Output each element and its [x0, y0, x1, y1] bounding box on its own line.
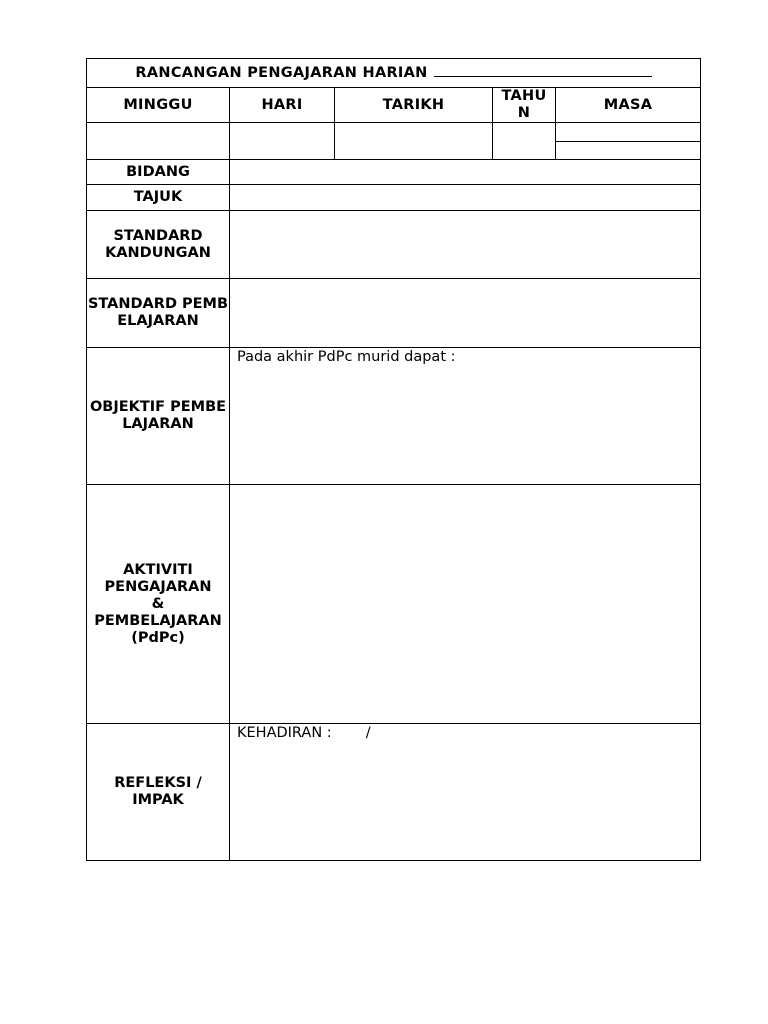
- tarikh-header: TARIKH: [335, 88, 493, 123]
- standard-kandungan-label: STANDARD KANDUNGAN: [87, 211, 230, 279]
- kehadiran-separator: /: [365, 725, 371, 741]
- hari-field[interactable]: [230, 123, 335, 160]
- bidang-field[interactable]: [230, 160, 701, 185]
- column-header-row: [87, 88, 701, 123]
- aktiviti-label-line1: AKTIVITI: [123, 561, 193, 578]
- masa-field: [556, 123, 701, 160]
- bidang-row: [87, 160, 701, 185]
- minggu-header: MINGGU: [87, 88, 230, 123]
- title-row: [87, 59, 701, 88]
- aktiviti-label-line4: PEMBELAJARAN: [94, 612, 222, 629]
- standard-pembelajaran-label: STANDARD PEMBELAJARAN: [87, 279, 230, 348]
- header-value-row: [87, 123, 701, 160]
- tahun-header: TAHUN: [493, 88, 556, 123]
- tajuk-field[interactable]: [230, 185, 701, 211]
- aktiviti-label: [87, 485, 230, 724]
- masa-header: MASA: [556, 88, 701, 123]
- kehadiran-label: KEHADIRAN :: [237, 725, 332, 741]
- form-title-cell: [87, 59, 701, 88]
- aktiviti-label-line3: &: [151, 595, 165, 612]
- refleksi-field[interactable]: [230, 724, 701, 861]
- objektif-pembelajaran-label: OBJEKTIF PEMBELAJARAN: [87, 348, 230, 485]
- standard-pembelajaran-field[interactable]: [230, 279, 701, 348]
- refleksi-row: [87, 724, 701, 861]
- minggu-field[interactable]: [87, 123, 230, 160]
- rph-form-table: [86, 58, 701, 861]
- aktiviti-label-line5: (PdPc): [131, 629, 185, 646]
- masa-end-field[interactable]: [556, 142, 700, 159]
- standard-kandungan-row: [87, 211, 701, 279]
- objektif-field[interactable]: [230, 348, 701, 485]
- hari-header: HARI: [230, 88, 335, 123]
- standard-kandungan-field[interactable]: [230, 211, 701, 279]
- masa-start-field[interactable]: [556, 123, 700, 142]
- objektif-row: [87, 348, 701, 485]
- tahun-field[interactable]: [493, 123, 556, 160]
- aktiviti-field[interactable]: [230, 485, 701, 724]
- form-title: RANCANGAN PENGAJARAN HARIAN: [135, 65, 428, 81]
- tajuk-label: TAJUK: [87, 185, 230, 211]
- standard-pembelajaran-row: [87, 279, 701, 348]
- aktiviti-row: [87, 485, 701, 724]
- refleksi-label: REFLEKSI / IMPAK: [87, 724, 230, 861]
- tarikh-field[interactable]: [335, 123, 493, 160]
- bidang-label: BIDANG: [87, 160, 230, 185]
- objektif-prompt: Pada akhir PdPc murid dapat :: [237, 349, 456, 365]
- aktiviti-label-line2: PENGAJARAN: [104, 578, 212, 595]
- tajuk-row: [87, 185, 701, 211]
- title-blank-line[interactable]: [434, 64, 652, 77]
